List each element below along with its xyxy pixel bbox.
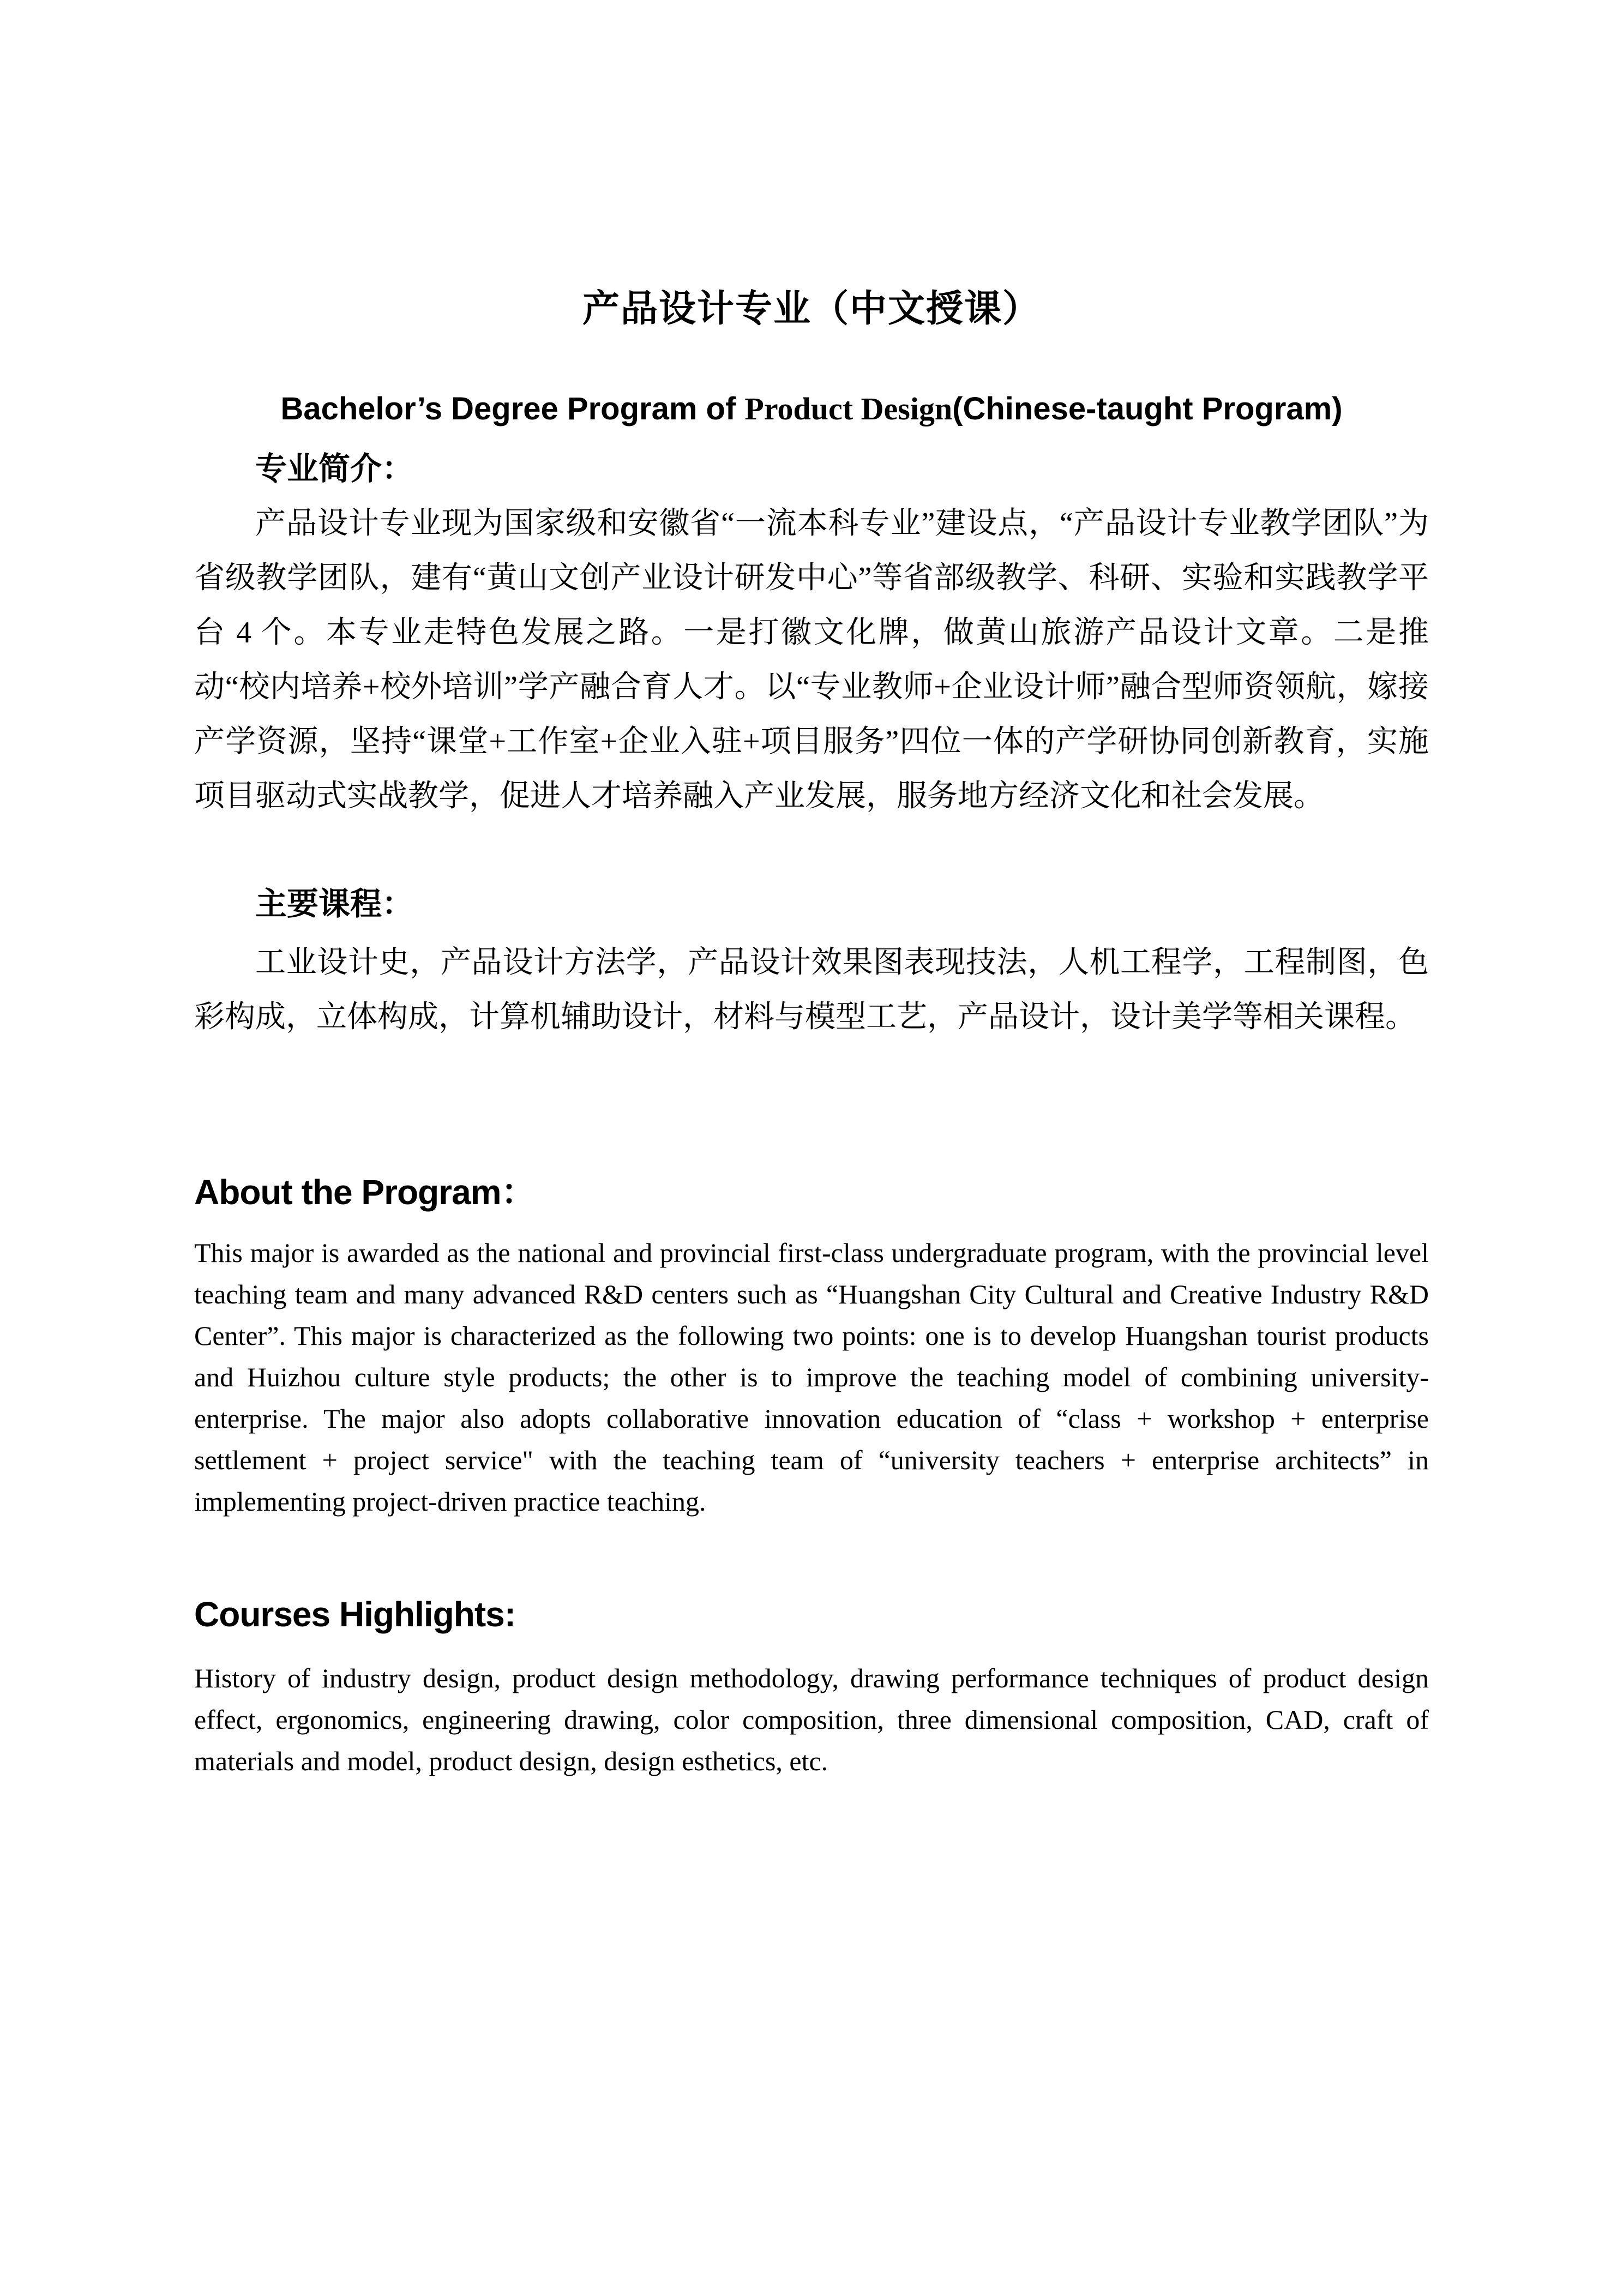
- main-courses-paragraph: 工业设计史，产品设计方法学，产品设计效果图表现技法，人机工程学，工程制图，色彩构成，立体构成，计算机辅助设计，材料与模型工艺，产品设计，设计美学等相关课程。: [194, 946, 1429, 1034]
- courses-highlights-heading: Courses Highlights:: [194, 1595, 516, 1634]
- subtitle-program-name: Product Design: [744, 391, 953, 426]
- major-intro-heading: 专业简介：: [255, 451, 414, 486]
- subtitle-prefix: Bachelor’s Degree Program of: [280, 391, 745, 426]
- subtitle-suffix: (Chinese-taught Program): [952, 391, 1343, 426]
- courses-highlights-paragraph: History of industry design, product design methodology, drawing performance techniques of product design effect, ergonomics, engineering drawing, color composition, three dimensional composition, CAD, craft of materials and model, product design, design esthetics, etc.: [194, 1663, 1429, 1776]
- main-courses-heading: 主要课程：: [255, 886, 414, 922]
- subtitle: [194, 392, 1429, 426]
- about-program-paragraph: This major is awarded as the national and provincial first-class undergraduate program, with the provincial level teaching team and many advanced R&D centers such as “Huangshan City Cultural and Creative Industry R&D Center”. This major is characterized as the following two points: one is to develop Huangshan tourist products and Huizhou culture style products; the other is to improve the teaching model of combining university-enterprise. The major also adopts collaborative innovation education of “class + workshop + enterprise settlement + project service" with the teaching team of “university teachers + enterprise architects” in implementing project-driven practice teaching.: [194, 1237, 1429, 1517]
- about-program-heading: About the Program：: [194, 1173, 536, 1212]
- page-title: 产品设计专业（中文授课）: [582, 288, 1041, 329]
- major-intro-paragraph: 产品设计专业现为国家级和安徽省“一流本科专业”建设点，“产品设计专业教学团队”为省级教学团队，建有“黄山文创产业设计研发中心”等省部级教学、科研、实验和实践教学平台 4 个。本专业走特色发展之路。一是打徽文化牌，做黄山旅游产品设计文章。二是推动“校内培养+校外培训”学产融合育人才。以“专业教师+企业设计师”融合型师资领航，嫁接产学资源，坚持“课堂+工作室+企业入驻+项目服务”四位一体的产学研协同创新教育，实施项目驱动式实战教学，促进人才培养融入产业发展，服务地方经济文化和社会发展。: [194, 507, 1429, 813]
